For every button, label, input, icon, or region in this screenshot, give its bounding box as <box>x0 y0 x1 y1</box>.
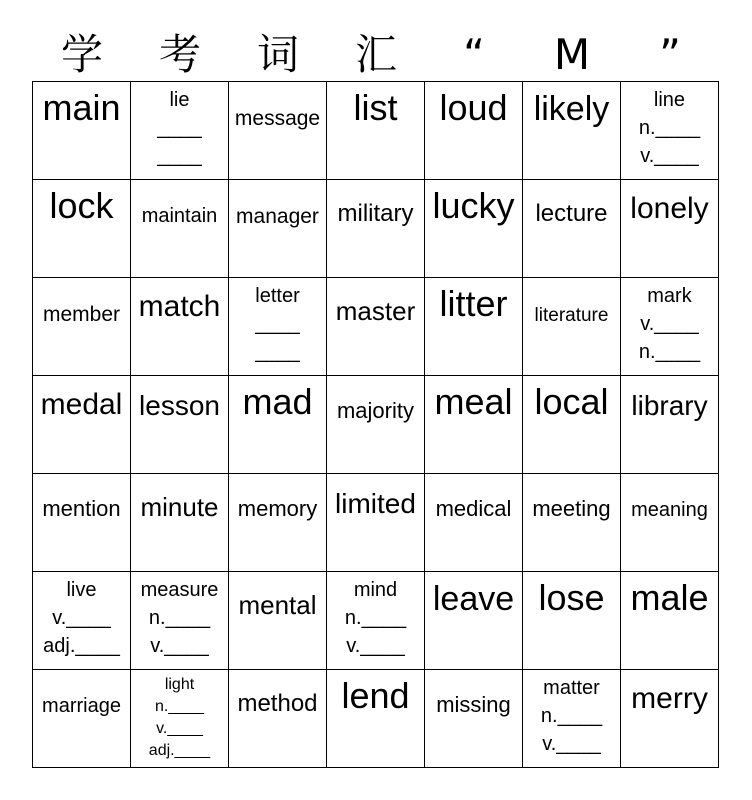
word-cell <box>33 670 131 768</box>
word-cell <box>229 376 327 474</box>
word: missing <box>436 692 511 717</box>
blank-line: ____ <box>157 145 202 167</box>
blank-line: v.____ <box>542 733 601 755</box>
word-cell <box>621 82 719 180</box>
word: letter <box>255 285 300 307</box>
word: mind <box>353 579 398 601</box>
title-char: ” <box>659 30 681 79</box>
word: lock <box>49 185 114 226</box>
word-cell <box>33 82 131 180</box>
blank-line: v.____ <box>150 635 209 657</box>
word: literature <box>534 305 609 326</box>
blank-line: adj.____ <box>148 742 211 759</box>
word-cell <box>425 180 523 278</box>
word: line <box>653 89 686 111</box>
word-cell <box>327 82 425 180</box>
word: maintain <box>141 205 218 227</box>
word: master <box>335 296 416 326</box>
blank-line: n.____ <box>344 607 407 629</box>
word: marriage <box>42 695 121 717</box>
word-cell <box>229 82 327 180</box>
word-cell <box>621 376 719 474</box>
word: lonely <box>630 192 709 225</box>
word: loud <box>439 87 508 128</box>
word: lecture <box>535 200 608 227</box>
word: list <box>353 87 398 128</box>
blank-line: v.____ <box>640 145 699 167</box>
word-cell <box>33 376 131 474</box>
word: lesson <box>139 390 220 421</box>
word: limited <box>335 488 416 519</box>
word: local <box>534 381 609 422</box>
word-cell <box>327 670 425 768</box>
word-cell <box>425 278 523 376</box>
word-cell <box>33 572 131 670</box>
word: member <box>42 303 121 326</box>
word: lucky <box>432 185 515 226</box>
word-cell <box>131 278 229 376</box>
word: measure <box>140 579 219 601</box>
word: merry <box>631 682 708 715</box>
blank-line: ____ <box>255 313 300 335</box>
word-cell <box>327 572 425 670</box>
word: mention <box>42 496 121 521</box>
blank-line: v.____ <box>640 313 699 335</box>
word: medal <box>40 388 123 421</box>
word: mental <box>238 590 317 620</box>
word: leave <box>432 580 515 618</box>
word: match <box>138 290 221 323</box>
title-char: 学 <box>60 30 103 79</box>
word-cell <box>523 180 621 278</box>
word-cell <box>131 82 229 180</box>
word-cell <box>229 670 327 768</box>
word-cell <box>621 474 719 572</box>
word: light <box>164 676 195 693</box>
word: mad <box>242 381 313 422</box>
word: male <box>630 577 709 618</box>
word: meal <box>434 381 513 422</box>
title-char: 汇 <box>354 30 397 79</box>
word-cell <box>425 376 523 474</box>
blank-line: n.____ <box>638 117 701 139</box>
word: message <box>234 107 321 130</box>
blank-line: n.____ <box>638 341 701 363</box>
page-title <box>33 28 719 82</box>
word: lend <box>341 675 410 716</box>
word: matter <box>543 677 600 699</box>
word-cell <box>523 474 621 572</box>
word: likely <box>533 90 610 128</box>
word: minute <box>140 492 219 522</box>
word: majority <box>336 398 414 423</box>
title-char: 考 <box>158 30 201 79</box>
word: memory <box>237 496 318 521</box>
word-cell <box>131 670 229 768</box>
word-cell <box>327 474 425 572</box>
word-cell <box>33 278 131 376</box>
word: medical <box>435 496 512 521</box>
word: mark <box>647 285 692 307</box>
word: lose <box>538 577 605 618</box>
word-cell <box>131 572 229 670</box>
word-cell <box>229 572 327 670</box>
word-cell <box>523 670 621 768</box>
word: method <box>237 690 318 717</box>
word: meaning <box>631 499 708 521</box>
word-cell <box>621 670 719 768</box>
word: military <box>337 200 414 227</box>
word-cell <box>523 376 621 474</box>
word-cell <box>229 474 327 572</box>
word-cell <box>523 572 621 670</box>
word-cell <box>131 376 229 474</box>
blank-line: v.____ <box>346 635 405 657</box>
blank-line: ____ <box>255 341 300 363</box>
title-char: “ <box>463 30 485 79</box>
word-cell <box>523 278 621 376</box>
word-cell <box>425 474 523 572</box>
word-cell <box>621 180 719 278</box>
word-cell <box>229 278 327 376</box>
title-char: 词 <box>256 30 299 79</box>
word: manager <box>236 205 319 228</box>
word-cell <box>327 376 425 474</box>
word: meeting <box>532 496 611 521</box>
word-cell <box>523 82 621 180</box>
word-cell <box>621 278 719 376</box>
blank-line: n.____ <box>155 698 204 715</box>
blank-line: n.____ <box>540 705 603 727</box>
word: library <box>631 390 708 421</box>
blank-line: n.____ <box>148 607 211 629</box>
word: lie <box>169 89 190 111</box>
word-cell <box>33 474 131 572</box>
word-cell <box>229 180 327 278</box>
word: live <box>66 579 97 601</box>
word-cell <box>425 572 523 670</box>
word-cell <box>131 474 229 572</box>
blank-line: v.____ <box>156 720 203 737</box>
blank-line: v.____ <box>52 607 111 629</box>
word-cell <box>621 572 719 670</box>
vocabulary-grid <box>32 81 719 768</box>
word-cell <box>425 82 523 180</box>
word: main <box>42 87 121 128</box>
word: litter <box>439 283 508 324</box>
blank-line: adj.____ <box>43 635 120 657</box>
word-cell <box>327 278 425 376</box>
word-cell <box>131 180 229 278</box>
title-char: M <box>553 30 591 79</box>
word-cell <box>33 180 131 278</box>
word-cell <box>327 180 425 278</box>
word-cell <box>425 670 523 768</box>
blank-line: ____ <box>157 117 202 139</box>
